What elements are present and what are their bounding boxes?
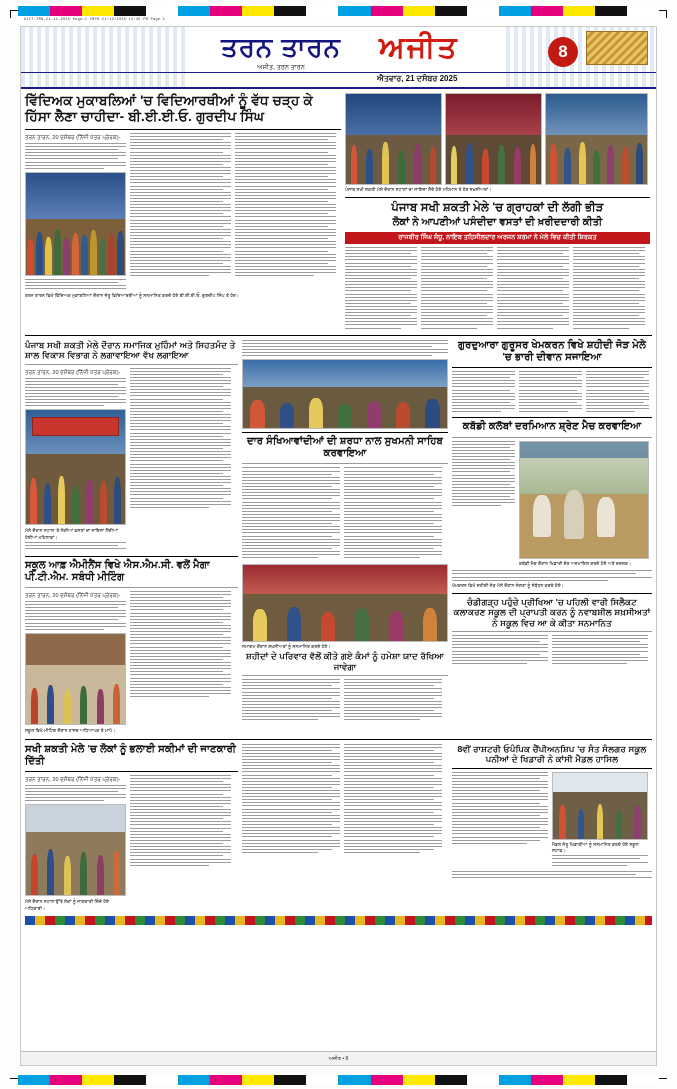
- edition-title-box: [186, 32, 376, 72]
- article-8-columns: [242, 679, 448, 722]
- article-10-photo: [25, 804, 126, 896]
- page-badge: 8: [548, 37, 578, 67]
- crop-mark-br: [659, 1078, 667, 1079]
- row-middle: [25, 340, 652, 735]
- article-11-headline: 8ਵੀਂ ਰਾਸ਼ਟਰੀ ਓਪੰਪਿਕ ਚੈਂਪੀਅਨਸ਼ਿਪ 'ਚ ਸੰਤ ਸੰਲਗਰ ਸਕੂਲ ਪਨੀਆਂ ਦੇ ਖਿਡਾਰੀ ਨੇ ਕਾਂਸੀ ਮੈਡਲ ਹਾਸਿਲ: [457, 743, 647, 765]
- article-5-col-1: [452, 441, 515, 568]
- article-2-col-2: [421, 247, 493, 331]
- page-frame: [20, 26, 657, 1066]
- article-10-caption: ਮੇਲੇ ਦੌਰਾਨ ਸਟਾਲ ਉੱਤੇ ਲੋਕਾਂ ਨੂੰ ਜਾਣਕਾਰੀ ਦਿੰਦੇ ਹੋਏ ਅਧਿਕਾਰੀ।: [25, 899, 110, 912]
- article-3-headline: ਪੰਜਾਬ ਸਖੀ ਸ਼ਕਤੀ ਮੇਲੇ ਦੌਰਾਨ ਸਮਾਜਿਕ ਮੁਹਿੰਮਾਂ ਅਤੇ ਸਿਹਤਮੰਦ ਤੇ ਸ਼ਾਲ ਵਿਕਾਸ ਵਿਭਾਗ ਨੇ ਲਗਾਵਾਇਆ ਵੱਖ ਲਗਾਇਆ: [25, 339, 236, 361]
- article-4-col-1: [452, 371, 515, 414]
- article-4: [452, 340, 652, 735]
- page-footer: [21, 1051, 656, 1065]
- article-5-body: [452, 441, 652, 568]
- article-2-col-1: [345, 247, 417, 331]
- row-top: [25, 93, 652, 331]
- article-2-photo-row: [345, 93, 650, 185]
- article-5-caption: ਕਬੱਡੀ ਮੈਚ ਦੌਰਾਨ ਖਿਡਾਰੀ ਜ਼ੋਰ ਅਜ਼ਮਾਇਸ਼ ਕਰਦੇ ਹੋਏ ਅਤੇ ਦਰਸ਼ਕ।: [519, 560, 632, 566]
- registration-bar-top: [18, 6, 659, 16]
- article-2-rule-top: [345, 197, 650, 198]
- masthead-ornament-left: [21, 27, 189, 87]
- article-1-photo: [25, 172, 126, 276]
- edition-title: ਤਰਨ ਤਾਰਨ: [221, 32, 341, 62]
- article-6-col-2: [130, 591, 231, 735]
- article-10: [25, 744, 238, 914]
- article-4-col-2: [519, 371, 582, 414]
- article-4-col-3: [586, 371, 649, 414]
- article-3-col-1: [25, 368, 126, 552]
- crop-mark-bl: [10, 1078, 18, 1079]
- masthead-rule: [21, 72, 656, 73]
- article-11-photo: [552, 772, 648, 840]
- row-bottom: [25, 744, 652, 914]
- article-10-headline: ਸਖੀ ਸ਼ਕਤੀ ਮੇਲੇ 'ਚ ਲੋਕਾਂ ਨੂੰ ਭਲਾਈ ਸਕੀਮਾਂ ਦੀ ਜਾਣਕਾਰੀ ਦਿੱਤੀ: [25, 743, 237, 767]
- article-3-photo: [25, 409, 126, 525]
- article-8-headline: ਸ਼ਹੀਦਾਂ ਦੇ ਪਰਿਵਾਰ ਵੱਲੋਂ ਕੀਤੇ ਗਏ ਕੰਮਾਂ ਨੂੰ ਹਮੇਸ਼ਾ ਯਾਦ ਰੱਖਿਆ ਜਾਵੇਗਾ: [246, 651, 444, 672]
- article-1-col-3: [235, 133, 336, 291]
- article-11-photo-wrap: [552, 772, 648, 868]
- masthead: [21, 27, 656, 89]
- article-9-headline: ਚੰਡੀਗੜ੍ਹ ਪਹੁੰਚੇ ਪ੍ਰੀਖਿਆ 'ਚ ਪਹਿਲੀ ਵਾਰੀ ਸਿਲੈਕਟ ਕਲਾਕਰਣ ਸਕੂਲ ਦੀ ਪ੍ਰਾਪਤੀ ਕਰਨ ਨੂੰ ਨਵਾਬਸ਼ੀਲ ਸ਼ਖ਼ਸੀਅਤਾਂ ਨੇ ਸਕੂਲ ਵਿਚ ਆ ਕੇ ਕੀਤਾ ਸਨਮਾਨਿਤ: [453, 596, 651, 628]
- edition-subtitle: ਅਜੀਤ, ਤਰਨ ਤਾਰਨ: [257, 64, 305, 71]
- article-1-col-2: [130, 133, 231, 291]
- article-10-col-2: [130, 775, 231, 913]
- article-2-columns: [345, 247, 650, 331]
- article-1-photo-crowd: [26, 211, 125, 274]
- footer-text: ਅਜੀਤ • 8: [328, 1055, 349, 1062]
- crop-mark-tl2: [10, 10, 11, 18]
- article-8-caption: ਸਮਾਗਮ ਦੌਰਾਨ ਸ਼ਖ਼ਸੀਅਤਾਂ ਨੂੰ ਸਨਮਾਨਿਤ ਕਰਦੇ ਹੋਏ।: [242, 644, 331, 650]
- article-11: [452, 744, 652, 914]
- article-1-columns: [25, 133, 341, 291]
- article-8-col-2: [344, 679, 442, 722]
- print-microline: AJIT-TRN-21-12-2025 Page-1 CMYK 21/12/2025 11:45 PM Page 1: [24, 18, 166, 22]
- issue-date: ਐਤਵਾਰ, 21 ਦਸੰਬਰ 2025: [377, 74, 458, 83]
- article-4-extra-text: [452, 570, 652, 580]
- article-2-photo-3: [545, 93, 648, 185]
- article-9-col-1: [452, 635, 548, 666]
- page-content: [21, 89, 656, 925]
- bottom-center-col-1: [242, 744, 340, 855]
- article-3: [25, 340, 238, 735]
- article-2-subheadline: ਲੋਕਾਂ ਨੇ ਆਪਣੀਆਂ ਪਸੰਦੀਦਾ ਵਸਤਾਂ ਦੀ ਖ਼ਰੀਦਦਾਰੀ ਕੀਤੀ: [392, 216, 603, 228]
- article-11-columns: [452, 772, 652, 868]
- article-2-photo-caption: ਪੰਜਾਬ ਸਖੀ ਸ਼ਕਤੀ ਮੇਲੇ ਦੌਰਾਨ ਸਟਾਲਾਂ ਦਾ ਜਾਇਜ਼ਾ ਲੈਂਦੇ ਹੋਏ ਮਹਿਮਾਨ ਤੇ ਹੋਰ ਸ਼ਖ਼ਸੀਅਤਾਂ।: [345, 187, 492, 192]
- article-2-photo-2: [445, 93, 542, 185]
- article-1-headline: ਵਿੱਦਿਅਕ ਮੁਕਾਬਲਿਆਂ 'ਚ ਵਿਦਿਆਰਥੀਆਂ ਨੂੰ ਵੱਧ ਚੜ੍ਹ ਕੇ ਹਿੱਸਾ ਲੈਣਾ ਚਾਹੀਦਾ- ਬੀ.ਈ.ਈ.ਓ. ਗੁਰਦੀਪ ਸਿੰਘ: [25, 93, 313, 125]
- article-6-byline: ਤਰਨ ਤਾਰਨ, 20 ਦਸੰਬਰ (ਨਿੱਜੀ ਪੱਤਰ ਪ੍ਰੇਰਕ)-: [25, 592, 121, 599]
- article-3-byline: ਤਰਨ ਤਾਰਨ, 20 ਦਸੰਬਰ (ਨਿੱਜੀ ਪੱਤਰ ਪ੍ਰੇਰਕ)-: [25, 369, 121, 376]
- article-8-photo: [242, 564, 448, 642]
- section-divider-1: [25, 335, 652, 336]
- article-9-columns: [452, 635, 652, 666]
- article-2-photo-1: [345, 93, 442, 185]
- bottom-center-text: [242, 744, 448, 914]
- article-6-photo: [25, 633, 126, 725]
- article-4-headline: ਗੁਰਦੁਆਰਾ ਗੁਰੂਸਰ ਖੇਮਕਰਨ ਵਿਖੇ ਸ਼ਹੀਦੀ ਜੋੜ ਮੇਲੇ 'ਚ ਭਾਰੀ ਦੀਵਾਨ ਸਜਾਇਆ: [457, 339, 647, 363]
- article-2-col-3: [497, 247, 569, 331]
- article-10-col-1: [25, 775, 126, 913]
- article-9-col-2: [552, 635, 648, 666]
- article-3-caption: ਮੇਲੇ ਦੌਰਾਨ ਸਟਾਲ 'ਤੇ ਲੱਗੀਆਂ ਵਸਤਾਂ ਦਾ ਜਾਇਜ਼ਾ ਲੈਂਦੀਆਂ ਹੋਈਆਂ ਮਹਿਲਾਵਾਂ।: [25, 528, 119, 541]
- article-3-col-2: [130, 368, 231, 552]
- gold-stamp-graphic: [586, 31, 648, 65]
- bottom-center-col-2: [344, 744, 442, 855]
- article-5-headline: ਕਬੱਡੀ ਕਲੱਬਾਂ ਦਰਮਿਆਨ ਸ਼੍ਰੇਣ ਮੈਚ ਕਰਵਾਇਆ: [462, 421, 642, 433]
- article-4-columns: [452, 371, 652, 414]
- color-bar-strip: [25, 916, 652, 925]
- crop-mark-tr2: [666, 10, 667, 18]
- article-6-columns: [25, 591, 238, 735]
- article-7-col-1: [242, 467, 340, 560]
- article-10-columns: [25, 775, 238, 913]
- article-1-rule: [25, 129, 341, 130]
- article-7-col-2: [344, 467, 442, 560]
- article-4-caption: ਖੇਮਕਰਨ ਵਿਖੇ ਸ਼ਹੀਦੀ ਜੋੜ ਮੇਲੇ ਦੌਰਾਨ ਸੰਗਤਾਂ ਨੂੰ ਸੰਬੋਧਨ ਕਰਦੇ ਹੋਏ।: [452, 582, 564, 588]
- article-6-headline: ਸਕੂਲ ਆਫ਼ ਐਮੀਨੈਂਸ ਵਿਖੇ ਐਸ.ਐਮ.ਸੀ. ਵਲੋਂ ਮੈਗਾ ਪੀ.ਟੀ.ਐਮ. ਸਬੰਧੀ ਮੀਟਿੰਗ: [25, 559, 210, 583]
- article-7-columns: [242, 467, 448, 560]
- article-11-col-1: [452, 772, 548, 868]
- paper-name: ਅਜੀਤ: [379, 31, 459, 64]
- registration-bar-bottom: [18, 1075, 659, 1085]
- article-3-columns: [25, 368, 238, 552]
- article-6-col-1: [25, 591, 126, 735]
- article-2: [345, 93, 650, 331]
- article-2-redline: ਰਾਜਬੀਰ ਸਿੰਘ ਸੰਧੂ, ਨਾਇਬ ਤਹਿਸੀਲਦਾਰ ਅਰਜਨ ਸ਼ਰਮਾ ਨੇ ਮੇਲੇ ਵਿਚ ਕੀਤੀ ਸ਼ਿਰਕਤ: [345, 232, 650, 244]
- crop-mark-tl: [10, 10, 18, 11]
- article-7-photo-top: [242, 359, 448, 429]
- article-2-headline: ਪੰਜਾਬ ਸਖੀ ਸ਼ਕਤੀ ਮੇਲੇ 'ਚ ਗ੍ਰਾਹਕਾਂ ਦੀ ਲੱਗੀ ਭੀੜ: [391, 201, 604, 214]
- article-11-extra: [452, 871, 652, 878]
- article-1-col-1: [25, 133, 126, 291]
- article-6-caption: ਸਕੂਲ ਵਿਖੇ ਮੀਟਿੰਗ ਦੌਰਾਨ ਹਾਜ਼ਰ ਅਧਿਆਪਕ ਤੇ ਮਾਪੇ।: [25, 727, 116, 733]
- article-1-caption: ਤਰਨ ਤਾਰਨ ਵਿਖੇ ਵਿੱਦਿਅਕ ਮੁਕਾਬਲਿਆਂ ਦੌਰਾਨ ਜੇਤੂ ਵਿਦਿਆਰਥੀਆਂ ਨੂੰ ਸਨਮਾਨਿਤ ਕਰਦੇ ਹੋਏ ਬੀ.ਈ.ਈ.ਓ. ਗੁਰਦੀਪ ਸਿੰਘ ਤੇ ਹੋਰ।: [25, 293, 239, 299]
- article-11-caption: ਮੈਡਲ ਜੇਤੂ ਖਿਡਾਰੀਆਂ ਨੂੰ ਸਨਮਾਨਿਤ ਕਰਦੇ ਹੋਏ ਸਕੂਲ ਸਟਾਫ਼।: [552, 841, 639, 854]
- article-1: [25, 93, 341, 331]
- article-8-col-1: [242, 679, 340, 722]
- article-2-col-4: [573, 247, 645, 331]
- article-7-headline: ਦਾਰ ਸੰਖਿਆਵਾਂਦੀਆਂ ਦੀ ਸ਼ਰਧਾ ਨਾਲ ਸੁਖਮਨੀ ਸਾਹਿਬ ਕਰਵਾਇਆ: [247, 436, 443, 460]
- article-7: [242, 340, 448, 735]
- article-1-byline: ਤਰਨ ਤਾਰਨ, 20 ਦਸੰਬਰ (ਨਿੱਜੀ ਪੱਤਰ ਪ੍ਰੇਰਕ)-: [25, 134, 121, 141]
- article-5-photo: [519, 441, 649, 559]
- article-10-byline: ਤਰਨ ਤਾਰਨ, 20 ਦਸੰਬਰ (ਨਿੱਜੀ ਪੱਤਰ ਪ੍ਰੇਰਕ)-: [25, 776, 121, 783]
- article-5-photo-wrap: [519, 441, 649, 568]
- section-divider-2: [25, 739, 652, 740]
